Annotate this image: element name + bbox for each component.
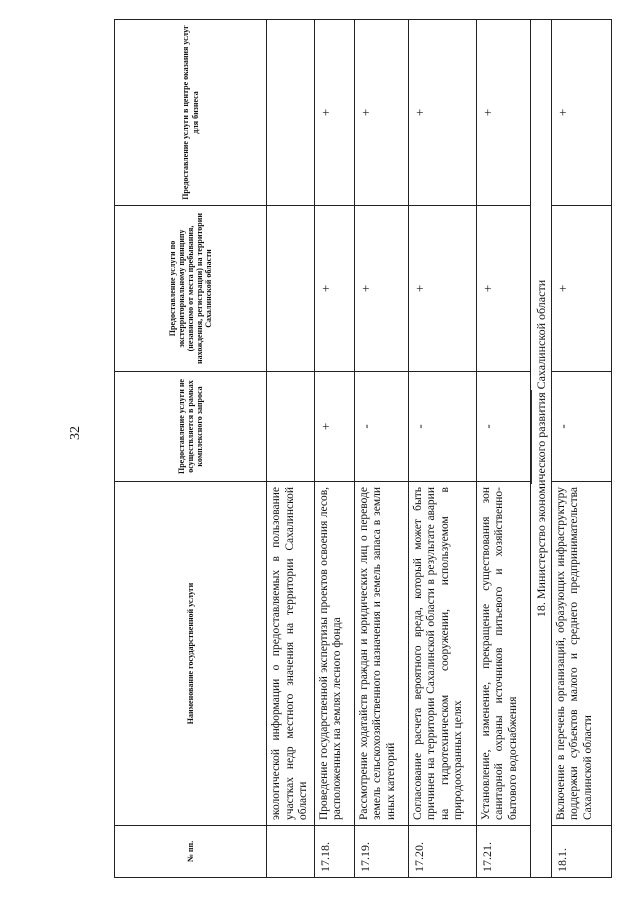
row-extraterritorial: +: [408, 206, 476, 372]
section-title: 18. Министерство экономического развития Сахалинской области: [530, 20, 551, 878]
row-num: 17.18.: [314, 826, 354, 878]
row-name: Рассмотрение ходатайств граждан и юридических лиц о переводе земель сельскохозяйственного назначения и земель запаса в земли иных категорий: [354, 482, 408, 826]
row-num: 18.1.: [551, 826, 611, 878]
row-complex: [267, 372, 315, 482]
table-row: [551, 20, 611, 878]
services-table: [114, 19, 612, 878]
header-num: № пп.: [115, 826, 267, 878]
header-complex: Предоставление услуги не осуществляется в рамках комплексного запроса: [115, 372, 267, 482]
row-business: +: [476, 20, 530, 206]
row-extraterritorial: +: [551, 206, 611, 372]
row-business: [267, 20, 315, 206]
row-name: Согласование расчета вероятного вреда, который может быть причинен на территории Сахалинской области в результате аварии на гидротехническом сооружении, используемом в природоохранных целях: [408, 482, 476, 826]
row-name: экологической информации о предоставляемых в пользование участках недр местного значения на территории Сахалинской области: [267, 482, 315, 826]
row-business: +: [354, 20, 408, 206]
row-extraterritorial: +: [314, 206, 354, 372]
table-row: [408, 20, 476, 878]
row-num: [267, 826, 315, 878]
row-complex: +: [314, 372, 354, 482]
header-business: Предоставление услуги в центре оказания услуг для бизнеса: [115, 20, 267, 206]
row-name: Проведение государственной экспертизы проектов освоения лесов, расположенных на землях лесного фонда: [314, 482, 354, 826]
table-row: [314, 20, 354, 878]
row-business: +: [551, 20, 611, 206]
table-row: [267, 20, 315, 878]
table-row: [354, 20, 408, 878]
header-name: Наименование государственной услуги: [115, 482, 267, 826]
row-complex: -: [476, 372, 530, 482]
table-row: [476, 20, 530, 878]
row-business: +: [314, 20, 354, 206]
row-extraterritorial: [267, 206, 315, 372]
row-complex: -: [408, 372, 476, 482]
section-row: [530, 20, 551, 878]
rotated-table-wrapper: [114, 20, 594, 878]
row-num: 17.19.: [354, 826, 408, 878]
row-business: +: [408, 20, 476, 206]
page-number: 32: [68, 426, 83, 440]
row-num: 17.20.: [408, 826, 476, 878]
row-extraterritorial: +: [354, 206, 408, 372]
row-name: Установление, изменение, прекращение существования зон санитарной охраны источников питьевого и хозяйственно-бытового водоснабжения: [476, 482, 530, 826]
row-complex: -: [551, 372, 611, 482]
header-extraterritorial: Предоставление услуги по экстерриториальному принципу (независимо от места пребывания, нахождения, регистрации) на территории Сахалинской области: [115, 206, 267, 372]
row-complex: -: [354, 372, 408, 482]
row-num: 17.21.: [476, 826, 530, 878]
row-extraterritorial: +: [476, 206, 530, 372]
table-header-row: [115, 20, 267, 878]
row-name: Включение в перечень организаций, образующих инфраструктуру поддержки субъектов малого и среднего предпринимательства Сахалинской области: [551, 482, 611, 826]
